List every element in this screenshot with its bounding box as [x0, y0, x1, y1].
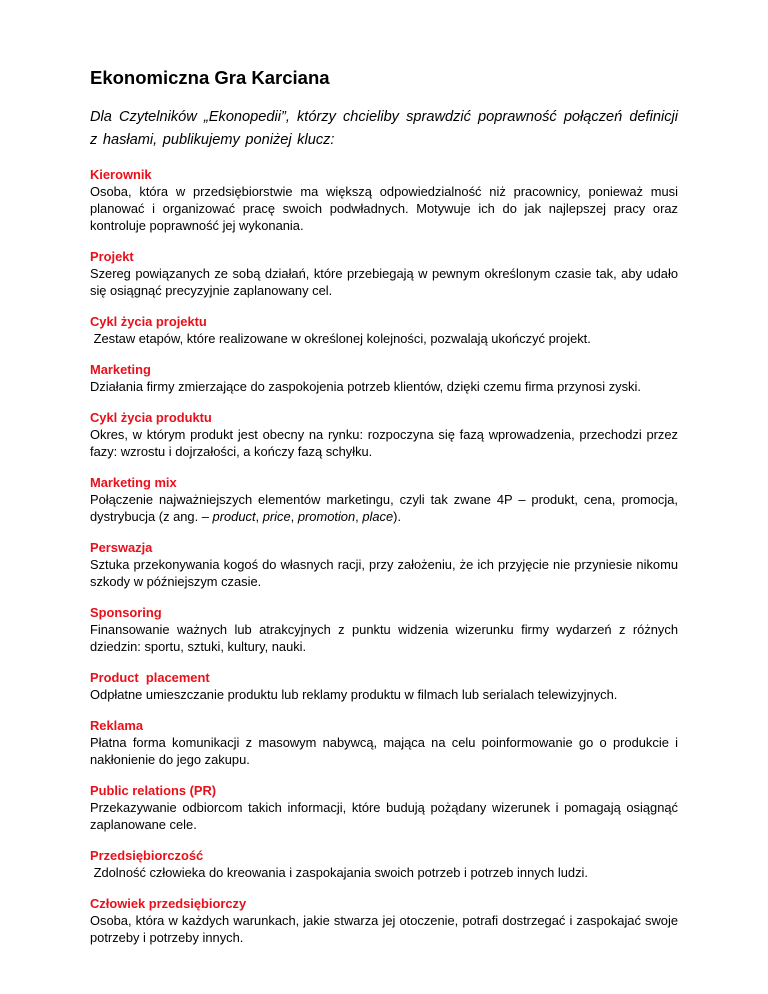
entry-term: Przedsiębiorczość [90, 848, 204, 863]
entry-definition: Zdolność człowieka do kreowania i zaspokajania swoich potrzeb i potrzeb innych ludzi. [90, 865, 588, 880]
entry-term: Projekt [90, 249, 134, 264]
entry-kierownik [90, 166, 678, 234]
entry-definition: Przekazywanie odbiorcom takich informacji, które budują pożądany wizerunek i pomagają osiągnąć zaplanowane cele. [90, 800, 678, 832]
entry-definition: Sztuka przekonywania kogoś do własnych racji, przy założeniu, że ich przyjęcie nie przyniesie nikomu szkody w późniejszym czasie. [90, 557, 678, 589]
entry-definition: Osoba, która w każdych warunkach, jakie stwarza jej otoczenie, potrafi dostrzegać i zaspokajać swoje potrzeby i potrzeby innych. [90, 913, 678, 945]
entry-public-relations [90, 782, 678, 833]
document-intro: Dla Czytelników „Ekonopedii”, którzy chcieliby sprawdzić poprawność połączeń definicji z hasłami, publikujemy poniżej klucz: [90, 109, 678, 148]
definition-emphasis: product [212, 509, 256, 524]
entry-term: Marketing mix [90, 475, 177, 490]
definition-text: Połączenie najważniejszych elementów marketingu, czyli tak zwane 4P – produkt, cena, promocja, dystrybucja (z ang. – [90, 492, 678, 524]
definition-emphasis: place [362, 509, 394, 524]
entry-reklama [90, 717, 678, 768]
entry-sponsoring [90, 604, 678, 655]
entry-cykl-zycia-projektu [90, 313, 678, 347]
entry-projekt [90, 248, 678, 299]
entry-term: Człowiek przedsiębiorczy [90, 896, 247, 911]
entry-product-placement [90, 669, 678, 703]
definition-emphasis: promotion [297, 509, 356, 524]
entry-term: Cykl życia produktu [90, 410, 212, 425]
entry-marketing [90, 361, 678, 395]
entry-perswazja [90, 539, 678, 590]
definition-separator: , [255, 509, 263, 524]
entry-term: Kierownik [90, 167, 152, 182]
definition-separator: , [290, 509, 298, 524]
entry-term: Reklama [90, 718, 144, 733]
entry-term: Product placement [90, 670, 210, 685]
entry-marketing-mix [90, 474, 678, 525]
entry-definition: Szereg powiązanych ze sobą działań, które przebiegają w pewnym określonym czasie tak, aby udało się osiągnąć precyzyjnie zaplanowany cel. [90, 266, 678, 298]
entry-przedsiebiorczosc [90, 847, 678, 881]
entry-definition: Osoba, która w przedsiębiorstwie ma większą odpowiedzialność niż pracownicy, ponieważ musi planować i organizować pracę swoich podwładnych. Motywuje ich do jak najlepszej pracy oraz kontroluje poprawność jej wykonania. [90, 184, 678, 233]
entry-term: Perswazja [90, 540, 153, 555]
entry-czlowiek-przedsiebiorczy [90, 895, 678, 946]
entry-term: Marketing [90, 362, 151, 377]
definition-emphasis: price [262, 509, 291, 524]
entry-term: Sponsoring [90, 605, 162, 620]
definition-text: ). [393, 509, 402, 524]
entry-definition: Płatna forma komunikacji z masowym nabywcą, mająca na celu poinformowanie go o produkcie i nakłonienie do jego zakupu. [90, 735, 678, 767]
definition-separator: , [355, 509, 363, 524]
entry-definition: Działania firmy zmierzające do zaspokojenia potrzeb klientów, dzięki czemu firma przynosi zyski. [90, 379, 641, 394]
document-title: Ekonomiczna Gra Karciana [90, 67, 330, 88]
entry-term: Cykl życia projektu [90, 314, 207, 329]
entry-definition [90, 491, 678, 525]
entry-definition: Odpłatne umieszczanie produktu lub reklamy produktu w filmach lub serialach telewizyjnych. [90, 687, 618, 702]
entry-definition: Finansowanie ważnych lub atrakcyjnych z punktu widzenia wizerunku firmy wydarzeń z różnych dziedzin: sportu, sztuki, kultury, nauki. [90, 622, 678, 654]
entry-cykl-zycia-produktu [90, 409, 678, 460]
entry-definition: Zestaw etapów, które realizowane w określonej kolejności, pozwalają ukończyć projekt. [90, 331, 591, 346]
entry-term: Public relations (PR) [90, 783, 217, 798]
entry-definition: Okres, w którym produkt jest obecny na rynku: rozpoczyna się fazą wprowadzenia, przechodzi przez fazy: wzrostu i dojrzałości, a kończy fazą schyłku. [90, 427, 678, 459]
